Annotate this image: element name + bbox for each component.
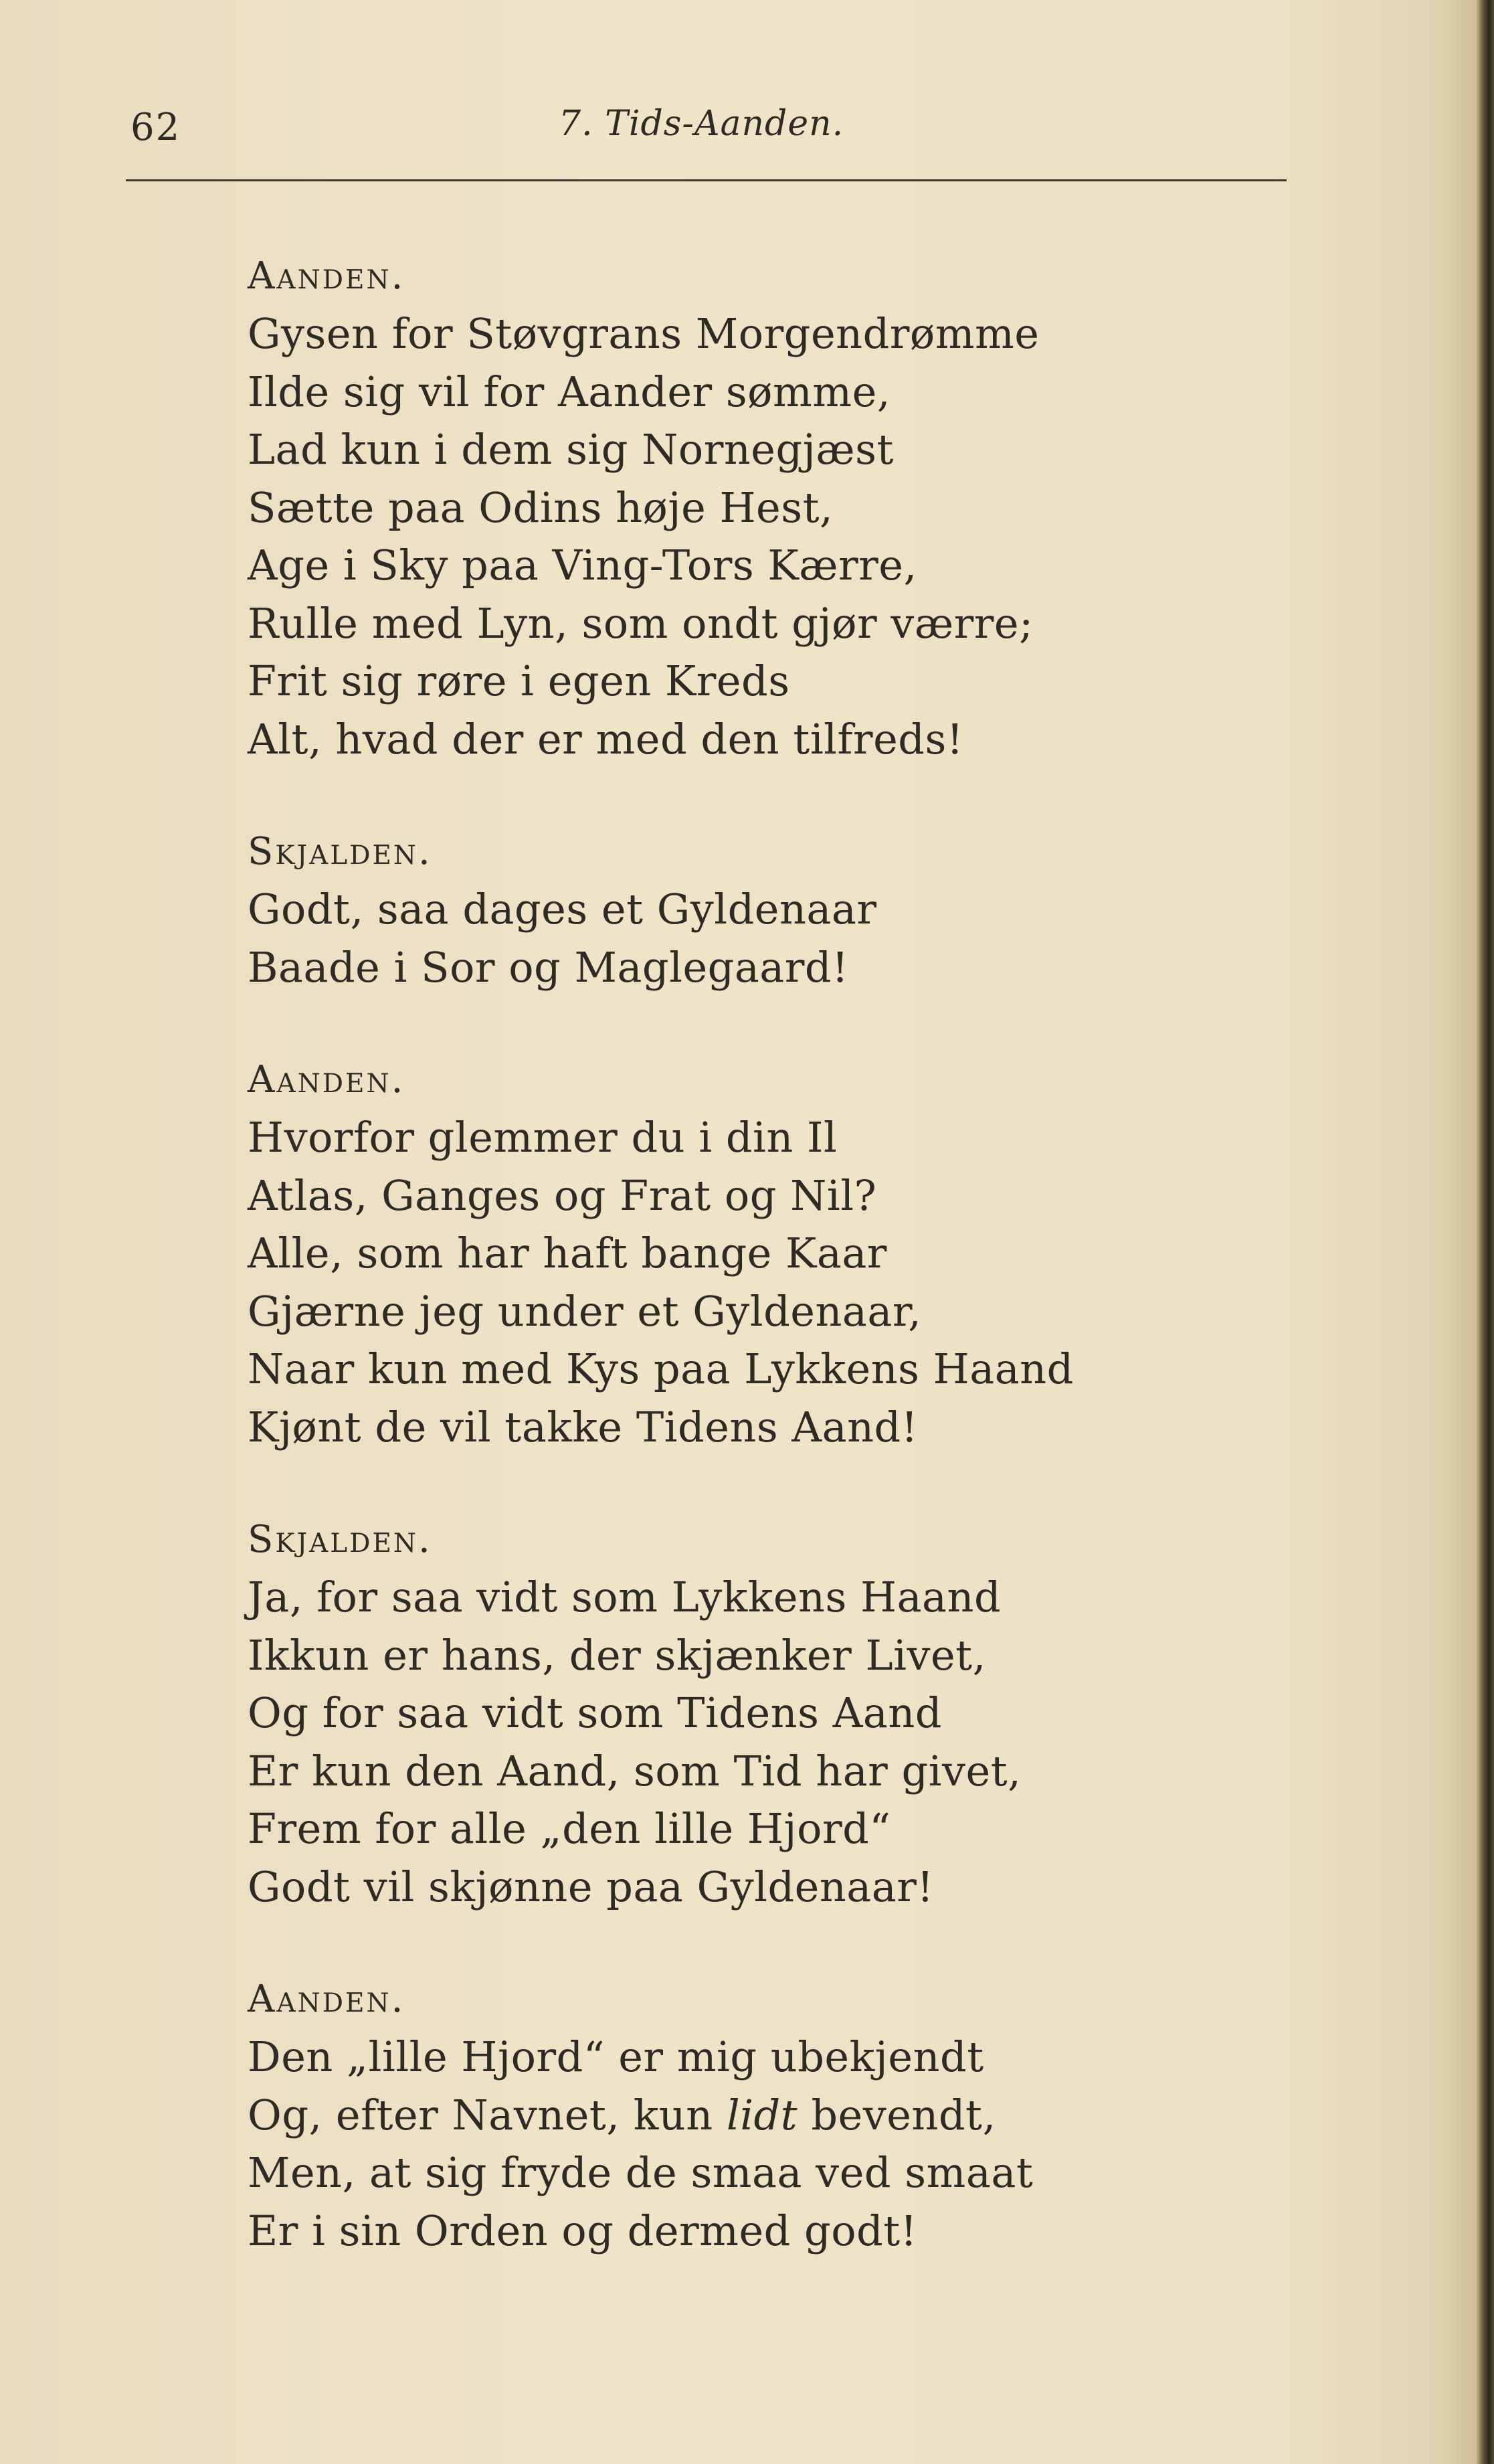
verse-line: Alt, hvad der er med den tilfreds! — [248, 714, 964, 764]
verse-line: Sætte paa Odins høje Hest, — [248, 482, 834, 532]
verse-line: Godt vil skjønne paa Gyldenaar! — [248, 1862, 934, 1911]
speaker-heading: Skjalden. — [248, 1518, 432, 1561]
speaker-heading: Aanden. — [248, 1058, 405, 1102]
verse-line: Naar kun med Kys paa Lykkens Haand — [248, 1344, 1074, 1393]
stanza — [248, 823, 1251, 996]
verse-line: Er kun den Aand, som Tid har givet, — [248, 1746, 1022, 1795]
stanza — [248, 1051, 1251, 1456]
verse-line: Den „lille Hjord“ er mig ubekjendt — [248, 2032, 984, 2081]
verse-line: Baade i Sor og Maglegaard! — [248, 942, 849, 992]
verse-line: Frem for alle „den lille Hjord“ — [248, 1804, 891, 1853]
verse-line: Gysen for Støvgrans Morgendrømme — [248, 309, 1040, 358]
page-binding-edge — [1477, 0, 1494, 2464]
verse-line: Kjønt de vil takke Tidens Aand! — [248, 1402, 919, 1451]
verse-line: Ilde sig vil for Aander sømme, — [248, 367, 891, 416]
speaker-heading: Aanden. — [248, 1977, 405, 2021]
verse-line: Frit sig røre i egen Kreds — [248, 656, 790, 705]
speaker-heading: Skjalden. — [248, 830, 432, 873]
verse-line: Alle, som har haft bange Kaar — [248, 1229, 887, 1278]
speaker-heading: Aanden. — [248, 254, 405, 298]
verse-line: Lad kun i dem sig Nornegjæst — [248, 425, 894, 474]
verse-line: Ja, for saa vidt som Lykkens Haand — [248, 1573, 1002, 1621]
verse-line: Godt, saa dages et Gyldenaar — [248, 885, 877, 934]
verse-text: bevendt, — [798, 2090, 996, 2139]
header-rule — [126, 179, 1287, 181]
stanza — [248, 1511, 1251, 1916]
stanza — [248, 248, 1251, 768]
running-head: 7. Tids-Aanden. — [559, 104, 844, 144]
verse-line: Er i sin Orden og dermed godt! — [248, 2206, 918, 2255]
stanza — [248, 1971, 1251, 2260]
poem-body — [248, 248, 1251, 2315]
page-number: 62 — [130, 106, 181, 149]
verse-line: Men, at sig fryde de smaa ved smaat — [248, 2148, 1034, 2197]
verse-line: Hvorfor glemmer du i din Il — [248, 1113, 838, 1162]
verse-line: Ikkun er hans, der skjænker Livet, — [248, 1630, 986, 1680]
verse-line: Atlas, Ganges og Frat og Nil? — [248, 1170, 877, 1220]
verse-line: Rulle med Lyn, som ondt gjør værre; — [248, 598, 1034, 648]
italic-word: lidt — [726, 2090, 798, 2139]
verse-line: Og for saa vidt som Tidens Aand — [248, 1688, 942, 1737]
verse-line: Gjærne jeg under et Gyldenaar, — [248, 1286, 922, 1336]
verse-line — [248, 2087, 1251, 2145]
page-header — [0, 0, 1494, 187]
verse-line: Age i Sky paa Ving-Tors Kærre, — [248, 541, 917, 590]
verse-text: Og, efter Navnet, kun — [248, 2090, 727, 2139]
